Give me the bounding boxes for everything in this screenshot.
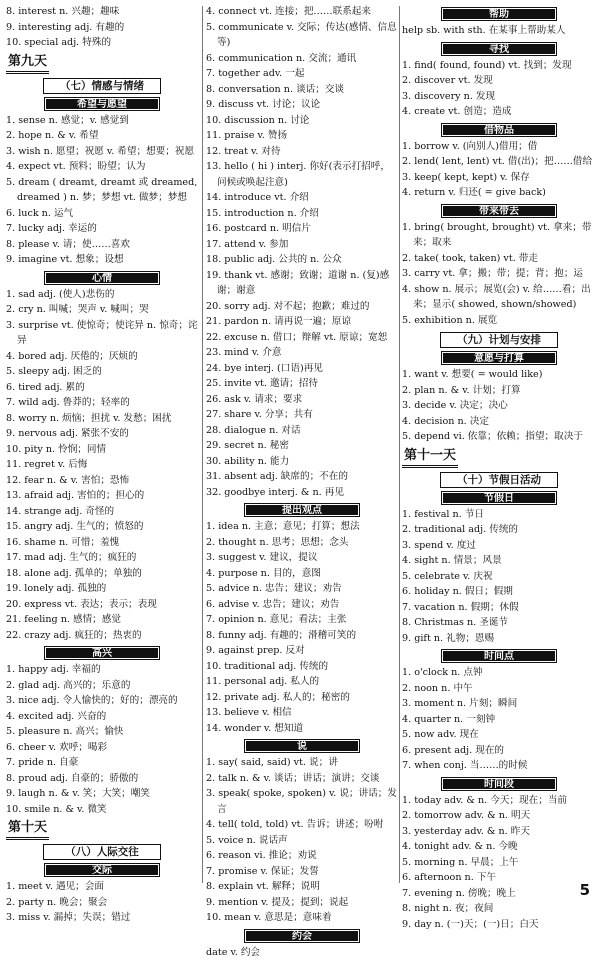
section-heading: （九）计划与安排 [440, 332, 558, 348]
vocab-entry: 4. purpose n. 目的，意图 [206, 566, 398, 582]
vocab-entry: 2. cry n. 叫喊；哭声 v. 喊叫；哭 [6, 302, 198, 318]
vocab-entry: 17. mad adj. 生气的；疯狂的 [6, 550, 198, 566]
vocab-entry: 8. worry n. 烦恼；担扰 v. 发愁；困扰 [6, 411, 198, 427]
topic-banner: 时间点 [441, 649, 557, 663]
vocab-entry: 1. meet v. 遇见；会面 [6, 879, 198, 895]
topic-banner: 意愿与打算 [441, 351, 557, 365]
vocab-entry: 24. bye interj. (口语)再见 [206, 361, 398, 377]
vocab-entry: 5. voice n. 说话声 [206, 833, 398, 849]
vocab-entry: 6. reason vi. 推论；劝说 [206, 848, 398, 864]
vocab-entry: 4. tell( told, told) vt. 告诉；讲述；吩咐 [206, 817, 398, 833]
vocab-entry: 20. sorry adj. 对不起；抱歉；难过的 [206, 299, 398, 315]
day-heading-text: 第十天 [6, 819, 49, 840]
column-middle [206, 4, 398, 960]
vocab-entry: 5. exhibition n. 展览 [402, 313, 596, 329]
vocab-entry: 10. pity n. 怜悯；同情 [6, 442, 198, 458]
vocab-entry: 19. thank vt. 感谢；致谢；道谢 n. (复)感谢；谢意 [206, 268, 398, 299]
vocab-entry: 6. luck n. 运气 [6, 206, 198, 222]
vocab-entry: 8. night n. 夜；夜间 [402, 901, 596, 917]
vocab-entry: 9. gift n. 礼物；恩赐 [402, 631, 596, 647]
vocab-entry: 3. speak( spoke, spoken) v. 说；讲话；发言 [206, 786, 398, 817]
vocab-entry: 4. quarter n. 一刻钟 [402, 712, 596, 728]
topic-banner: 希望与愿望 [44, 97, 160, 111]
vocab-entry: 8. funny adj. 有趣的；滑稽可笑的 [206, 628, 398, 644]
vocab-entry: 5. dream ( dreamt, dreamt 或 dreamed, dreamed ) n. 梦；梦想 vt. 做梦；梦想 [6, 175, 198, 206]
vocab-entry: 4. connect vt. 连接；把……联系起来 [206, 4, 398, 20]
vocab-entry: 4. tonight adv. & n. 今晚 [402, 839, 596, 855]
vocab-entry: 14. wonder v. 想知道 [206, 721, 398, 737]
vocab-entry: 13. afraid adj. 害怕的；担心的 [6, 488, 198, 504]
vocab-entry: 25. invite vt. 邀请；招待 [206, 376, 398, 392]
vocab-entry: 30. ability n. 能力 [206, 454, 398, 470]
vocab-entry: 7. pride n. 自豪 [6, 755, 198, 771]
vocab-entry: 9. interesting adj. 有趣的 [6, 20, 198, 36]
vocab-entry: 22. excuse n. 借口；辩解 vt. 原谅；宽恕 [206, 330, 398, 346]
vocab-entry: 3. discovery n. 发现 [402, 89, 596, 105]
vocab-entry: 1. sad adj. (使人)悲伤的 [6, 287, 198, 303]
vocab-entry: 32. goodbye interj. & n. 再见 [206, 485, 398, 501]
vocab-entry: 3. yesterday adv. & n. 昨天 [402, 824, 596, 840]
vocab-entry: 6. holiday n. 假日；假期 [402, 584, 596, 600]
vocab-entry: 5. now adv. 现在 [402, 727, 596, 743]
vocab-entry: 1. o'clock n. 点钟 [402, 665, 596, 681]
vocab-entry: 15. angry adj. 生气的；愤怒的 [6, 519, 198, 535]
vocab-entry: 4. bored adj. 厌倦的；厌烦的 [6, 349, 198, 365]
vocab-entry: 13. hello ( hi ) interj. 你好(表示打招呼，问候或唤起注意) [206, 159, 398, 190]
vocab-entry: 5. morning n. 早晨；上午 [402, 855, 596, 871]
vocab-entry: 4. show n. 展示；展览(会) v. 给……看；出来；显示( showed, shown/showed) [402, 282, 596, 313]
vocab-entry: 3. carry vt. 拿；搬；带；提；背；抱；运 [402, 266, 596, 282]
vocab-entry: 8. interest n. 兴趣；趣味 [6, 4, 198, 20]
vocab-entry: 4. expect vt. 预料；盼望；认为 [6, 159, 198, 175]
vocab-entry: 1. bring( brought, brought) vt. 拿来；带来；取来 [402, 220, 596, 251]
vocab-entry: 1. borrow v. (向别人)借用；借 [402, 139, 596, 155]
topic-banner: 帮助 [441, 7, 557, 21]
vocab-entry: 7. vacation n. 假期；休假 [402, 600, 596, 616]
vocab-entry: 6. tired adj. 累的 [6, 380, 198, 396]
vocab-entry: 18. public adj. 公共的 n. 公众 [206, 252, 398, 268]
vocab-entry: 9. discuss vt. 讨论；议论 [206, 97, 398, 113]
vocab-entry: 1. idea n. 主意；意见；打算；想法 [206, 519, 398, 535]
vocab-entry: date v. 约会 [206, 945, 398, 960]
vocab-entry: 23. mind v. 介意 [206, 345, 398, 361]
vocab-entry: 1. festival n. 节日 [402, 507, 596, 523]
day-heading-text: 第九天 [6, 53, 49, 74]
vocab-entry: 8. explain vt. 解释；说明 [206, 879, 398, 895]
vocab-entry: 2. plan n. & v. 计划；打算 [402, 383, 596, 399]
vocab-entry: 2. talk n. & v. 谈话；讲话；演讲；交谈 [206, 771, 398, 787]
vocab-entry: 31. absent adj. 缺席的；不在的 [206, 469, 398, 485]
vocab-entry: 21. feeling n. 感情；感觉 [6, 612, 198, 628]
page-number: 5 [580, 881, 590, 899]
column-left [6, 4, 198, 926]
vocab-entry: 7. lucky adj. 幸运的 [6, 221, 198, 237]
vocab-entry: 16. shame n. 可惜；羞愧 [6, 535, 198, 551]
topic-banner: 提出观点 [244, 503, 360, 517]
vocab-entry: 2. noon n. 中午 [402, 681, 596, 697]
vocab-entry: 7. evening n. 傍晚；晚上 [402, 886, 596, 902]
vocab-entry: 9. day n. (一)天；(一)日；白天 [402, 917, 596, 933]
vocab-entry: 1. want v. 想要( = would like) [402, 367, 596, 383]
vocab-entry: 28. dialogue n. 对话 [206, 423, 398, 439]
vocab-entry: 2. discover vt. 发现 [402, 73, 596, 89]
vocab-entry: 12. fear n. & v. 害怕；恐怖 [6, 473, 198, 489]
vocab-entry: 6. afternoon n. 下午 [402, 870, 596, 886]
vocab-entry: 1. find( found, found) vt. 找到；发现 [402, 58, 596, 74]
vocab-entry: 12. treat v. 对待 [206, 144, 398, 160]
vocab-entry: 2. traditional adj. 传统的 [402, 522, 596, 538]
vocab-entry: 3. keep( kept, kept) v. 保存 [402, 170, 596, 186]
vocab-entry: 3. decide v. 决定；决心 [402, 398, 596, 414]
vocab-entry: 19. lonely adj. 孤独的 [6, 581, 198, 597]
vocab-entry: 6. cheer v. 欢呼；喝彩 [6, 740, 198, 756]
vocab-entry: 17. attend v. 参加 [206, 237, 398, 253]
topic-banner: 心情 [44, 271, 160, 285]
topic-banner: 借物品 [441, 123, 557, 137]
vocab-entry: 4. excited adj. 兴奋的 [6, 709, 198, 725]
vocab-entry: 10. mean v. 意思是；意味着 [206, 910, 398, 926]
vocab-entry: 4. return v. 归还( = give back) [402, 185, 596, 201]
vocab-entry: 6. present adj. 现在的 [402, 743, 596, 759]
vocab-entry: 7. opinion n. 意见；看法；主张 [206, 612, 398, 628]
topic-banner: 交际 [44, 863, 160, 877]
vocab-entry: 3. miss v. 漏掉；失误；错过 [6, 910, 198, 926]
vocab-entry: 3. surprise vt. 使惊奇；使诧异 n. 惊奇；诧异 [6, 318, 198, 349]
vocab-entry: 2. lend( lent, lent) vt. 借(出)；把……借给 [402, 154, 596, 170]
vocab-entry: 15. introduction n. 介绍 [206, 206, 398, 222]
vocab-entry: 9. nervous adj. 紧张不安的 [6, 426, 198, 442]
vocab-entry: 3. wish n. 愿望；祝愿 v. 希望；想要；祝愿 [6, 144, 198, 160]
vocab-entry: 12. private adj. 私人的；秘密的 [206, 690, 398, 706]
column-right [402, 4, 596, 932]
vocab-entry: 10. discussion n. 讨论 [206, 113, 398, 129]
vocab-entry: 8. conversation n. 谈话；交谈 [206, 82, 398, 98]
vocab-entry: 7. when conj. 当……的时候 [402, 758, 596, 774]
vocab-entry: 14. introduce vt. 介绍 [206, 190, 398, 206]
vocab-entry: 4. create vt. 创造；造成 [402, 104, 596, 120]
vocab-entry: 11. regret v. 后悔 [6, 457, 198, 473]
column-divider [399, 6, 400, 883]
topic-banner: 带来带去 [441, 204, 557, 218]
day-heading [6, 819, 198, 840]
vocab-entry: 5. communicate v. 交际；传达(感情、信息等) [206, 20, 398, 51]
vocab-entry: 8. please v. 请；使……喜欢 [6, 237, 198, 253]
vocab-entry: 3. spend v. 度过 [402, 538, 596, 554]
vocab-entry: 5. pleasure n. 高兴；愉快 [6, 724, 198, 740]
vocab-entry: 2. thought n. 思考；思想；念头 [206, 535, 398, 551]
vocab-entry: 13. believe v. 相信 [206, 705, 398, 721]
topic-banner: 高兴 [44, 646, 160, 660]
vocab-entry: 4. sight n. 情景；风景 [402, 553, 596, 569]
vocab-entry: 11. praise v. 赞扬 [206, 128, 398, 144]
topic-banner: 说 [244, 739, 360, 753]
vocab-entry: 7. promise v. 保证；发誓 [206, 864, 398, 880]
vocab-entry: 16. postcard n. 明信片 [206, 221, 398, 237]
vocab-entry: 5. celebrate v. 庆祝 [402, 569, 596, 585]
vocab-entry: 2. glad adj. 高兴的；乐意的 [6, 678, 198, 694]
vocab-entry: 5. sleepy adj. 困乏的 [6, 364, 198, 380]
vocab-entry: 9. against prep. 反对 [206, 643, 398, 659]
vocab-entry: 8. proud adj. 自豪的；骄傲的 [6, 771, 198, 787]
vocab-entry: 27. share v. 分享；共有 [206, 407, 398, 423]
vocab-entry: 1. say( said, said) vt. 说；讲 [206, 755, 398, 771]
topic-banner: 时间段 [441, 777, 557, 791]
vocab-entry: 3. suggest v. 建议，提议 [206, 550, 398, 566]
vocab-entry: 14. strange adj. 奇怪的 [6, 504, 198, 520]
vocab-entry: 10. special adj. 特殊的 [6, 35, 198, 51]
day-heading [402, 447, 596, 468]
vocab-entry: 7. wild adj. 鲁莽的；轻率的 [6, 395, 198, 411]
section-heading: （八）人际交往 [43, 844, 161, 860]
vocab-entry: 29. secret n. 秘密 [206, 438, 398, 454]
section-heading: （七）情感与情绪 [43, 78, 161, 94]
vocab-entry: 5. depend vi. 依靠；依赖；指望；取决于 [402, 429, 596, 445]
vocab-entry: 9. laugh n. & v. 笑；大笑；嘲笑 [6, 786, 198, 802]
vocab-entry: 2. party n. 晚会；聚会 [6, 895, 198, 911]
vocab-entry: 6. advise v. 忠告；建议；劝告 [206, 597, 398, 613]
vocab-entry: help sb. with sth. 在某事上帮助某人 [402, 23, 596, 39]
topic-banner: 约会 [244, 929, 360, 943]
vocab-entry: 6. communication n. 交流；通讯 [206, 51, 398, 67]
topic-banner: 节假日 [441, 491, 557, 505]
section-heading: （十）节假日活动 [440, 472, 558, 488]
vocab-entry: 11. personal adj. 私人的 [206, 674, 398, 690]
vocab-entry: 1. happy adj. 幸福的 [6, 662, 198, 678]
vocab-entry: 1. sense n. 感觉；v. 感觉到 [6, 113, 198, 129]
vocab-entry: 10. traditional adj. 传统的 [206, 659, 398, 675]
vocab-entry: 9. mention v. 提及；提到；说起 [206, 895, 398, 911]
vocab-entry: 20. express vt. 表达；表示；表现 [6, 597, 198, 613]
vocab-entry: 2. tomorrow adv. & n. 明天 [402, 808, 596, 824]
vocab-entry: 5. advice n. 忠告；建议；劝告 [206, 581, 398, 597]
day-heading [6, 53, 198, 74]
vocab-entry: 7. together adv. 一起 [206, 66, 398, 82]
vocab-entry: 8. Christmas n. 圣诞节 [402, 615, 596, 631]
topic-banner: 寻找 [441, 42, 557, 56]
vocab-entry: 3. nice adj. 令人愉快的；好的；漂亮的 [6, 693, 198, 709]
vocab-entry: 26. ask v. 请求；要求 [206, 392, 398, 408]
vocab-entry: 18. alone adj. 孤单的；单独的 [6, 566, 198, 582]
vocab-entry: 4. decision n. 决定 [402, 414, 596, 430]
vocab-entry: 1. today adv. & n. 今天；现在；当前 [402, 793, 596, 809]
vocab-entry: 10. smile n. & v. 微笑 [6, 802, 198, 818]
vocab-entry: 3. moment n. 片刻；瞬间 [402, 696, 596, 712]
column-divider [202, 6, 203, 883]
vocab-entry: 2. hope n. & v. 希望 [6, 128, 198, 144]
vocab-entry: 22. crazy adj. 疯狂的；热衷的 [6, 628, 198, 644]
vocab-entry: 2. take( took, taken) vt. 带走 [402, 251, 596, 267]
vocab-entry: 21. pardon n. 请再说一遍；原谅 [206, 314, 398, 330]
day-heading-text: 第十一天 [402, 447, 458, 468]
vocab-entry: 9. imagine vt. 想象；设想 [6, 252, 198, 268]
